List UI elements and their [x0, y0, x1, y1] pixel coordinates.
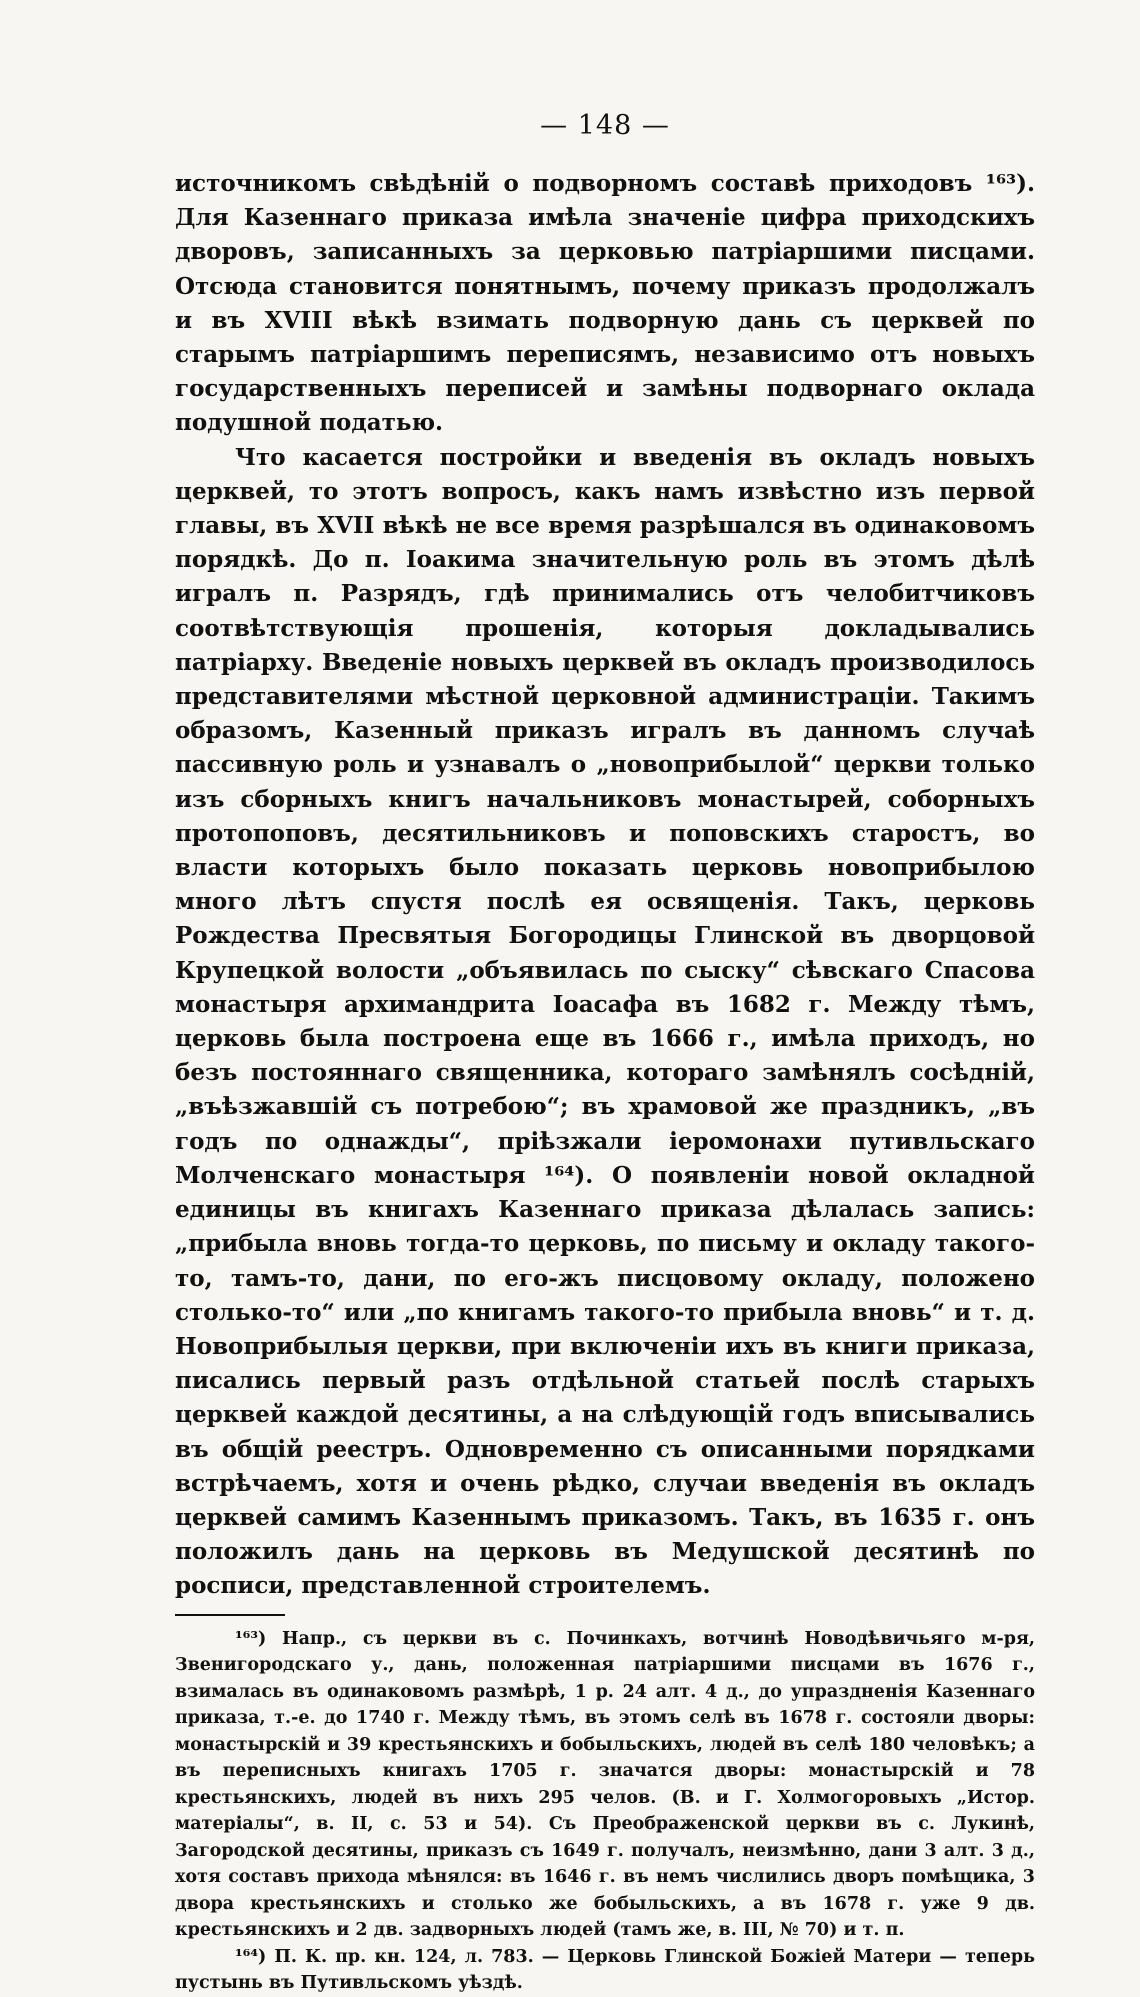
- footnote-164: ¹⁶⁴) П. К. пр. кн. 124, л. 783. — Церковь Глинской Божіей Матери — теперь пустынь въ Путивльскомъ уѣздѣ.: [175, 1946, 1035, 1994]
- footnote-divider: [175, 1614, 285, 1616]
- paragraph-1: источникомъ свѣдѣній о подворномъ составѣ приходовъ ¹⁶³). Для Казеннаго приказа имѣла значеніе цифра приходскихъ дворовъ, записанныхъ за церковью патріаршими писцами. Отсюда становится понятнымъ, почему приказъ продолжалъ и въ XVIII вѣкѣ взимать подворную дань съ церквей по старымъ патріаршимъ переписямъ, независимо отъ новыхъ государственныхъ переписей и замѣны подворнаго оклада подушной податью.: [175, 170, 1035, 437]
- page-number: — 148 —: [540, 110, 670, 141]
- footnotes: [175, 1626, 1035, 1997]
- document-page: [175, 110, 1035, 1997]
- footnote-163: ¹⁶³) Напр., съ церкви въ с. Починкахъ, вотчинѣ Новодѣвичьяго м-ря, Звенигородскаго у., дань, положенная патріаршими писцами въ 1676 г., взималась въ одинаковомъ размѣрѣ, 1 р. 24 алт. 4 д., до упраздненія Казеннаго приказа, т.-е. до 1740 г. Между тѣмъ, въ этомъ селѣ въ 1678 г. состояли дворы: монастырскій и 39 крестьянскихъ и бобыльскихъ, людей въ селѣ 180 человѣкъ; а въ переписныхъ книгахъ 1705 г. значатся дворы: монастырскій и 78 крестьянскихъ, людей въ нихъ 295 челов. (В. и Г. Холмогоровыхъ „Истор. матеріалы“, в. II, с. 53 и 54). Съ Преображенской церкви въ с. Лукинѣ, Загородской десятины, приказъ съ 1649 г. получалъ, неизмѣнно, дани 3 алт. 3 д., хотя составъ прихода мѣнялся: въ 1646 г. въ немъ числились дворъ помѣщика, 3 двора крестьянскихъ и столько же бобыльскихъ, а въ 1678 г. уже 9 дв. крестьянскихъ и 2 дв. задворныхъ людей (тамъ же, в. III, № 70) и т. п.: [175, 1628, 1035, 1941]
- paragraph-2: Что касается постройки и введенія въ окладъ новыхъ церквей, то этотъ вопросъ, какъ намъ извѣстно изъ первой главы, въ XVII вѣкѣ не все время разрѣшался въ одинаковомъ порядкѣ. До п. Іоакима значительную роль въ этомъ дѣлѣ игралъ п. Разрядъ, гдѣ принимались отъ челобитчиковъ соотвѣтствующія прошенія, которыя докладывались патріарху. Введеніе новыхъ церквей въ окладъ производилось представителями мѣстной церковной администраціи. Такимъ образомъ, Казенный приказъ игралъ въ данномъ случаѣ пассивную роль и узнавалъ о „новоприбылой“ церкви только изъ сборныхъ книгъ начальниковъ монастырей, соборныхъ протопоповъ, десятильниковъ и поповскихъ старостъ, во власти которыхъ было показать церковь новоприбылою много лѣтъ спустя послѣ ея освященія. Такъ, церковь Рождества Пресвятыя Богородицы Глинской въ дворцовой Крупецкой волости „объявилась по сыску“ сѣвскаго Спасова монастыря архимандрита Іоасафа въ 1682 г. Между тѣмъ, церковь была построена еще въ 1666 г., имѣла приходъ, но безъ постояннаго священника, котораго замѣнялъ сосѣдній, „въѣзжавшій съ потребою“; въ храмовой же праздникъ, „въ годъ по однажды“, пріѣзжали іеромонахи путивльскаго Молченскаго монастыря ¹⁶⁴). О появленіи новой окладной единицы въ книгахъ Казеннаго приказа дѣлалась запись: „прибыла вновь тогда-то церковь, по письму и окладу такого-то, тамъ-то, дани, по его-жъ писцовому окладу, положено столько-то“ или „по книгамъ такого-то прибыла вновь“ и т. д. Новоприбылыя церкви, при включеніи ихъ въ книги приказа, писались первый разъ отдѣльной статьей послѣ старыхъ церквей каждой десятины, а на слѣдующій годъ вписывались въ общій реестръ. Одновременно съ описанными порядками встрѣчаемъ, хотя и очень рѣдко, случаи введенія въ окладъ церквей самимъ Казеннымъ приказомъ. Такъ, въ 1635 г. онъ положилъ дань на церковь въ Медушской десятинѣ по росписи, представленной строителемъ.: [175, 443, 1035, 1600]
- body-text: [175, 167, 1035, 1604]
